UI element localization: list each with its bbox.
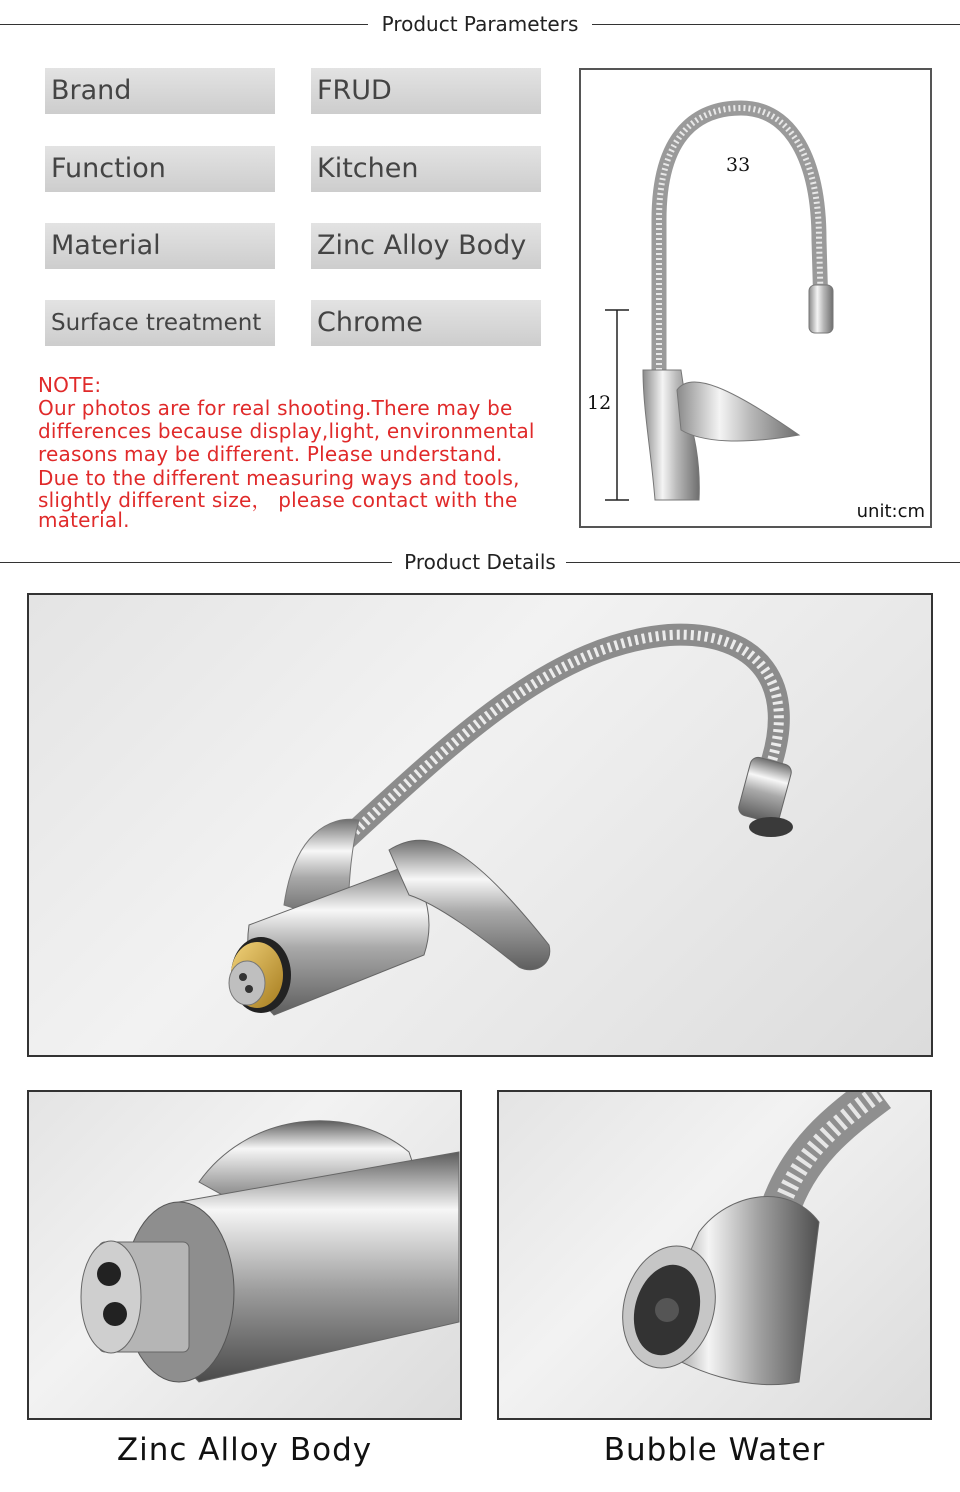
param-label-function: Function [45,146,275,192]
dimensions-diagram [579,68,932,528]
param-label-surface-treatment: Surface treatment [45,300,275,346]
param-label-brand: Brand [45,68,275,114]
note-line: Due to the different measuring ways and tools, [38,466,520,490]
note-line: Our photos are for real shooting.There may be [38,396,513,420]
unit-label: unit:cm [856,501,925,522]
header-divider-right [566,562,960,563]
aerator-nozzle [737,756,793,837]
details-section-header [0,550,960,574]
note-title: NOTE: [38,373,102,397]
details-section-title: Product Details [404,550,556,574]
parameters-section-header [0,12,960,36]
note-line: slightly different size， please contact with the [38,488,518,512]
faucet-illustration [29,595,931,1055]
hose [329,635,779,855]
param-value-function: Kitchen [311,146,541,192]
param-value-material: Zinc Alloy Body [311,223,541,269]
threaded-inlet [81,1241,189,1353]
zinc-body-closeup-illustration [29,1092,460,1418]
dimension-length-label: 33 [726,154,751,176]
spray-head [809,285,833,333]
brass-fitting [229,937,291,1013]
caption-zinc-alloy-body: Zinc Alloy Body [116,1432,373,1468]
dimension-height-label: 12 [587,392,612,414]
note-line: reasons may be different. Please understand. [38,442,503,466]
detail-photo-zinc-body [27,1090,462,1420]
header-divider-right [592,24,960,25]
note-line: differences because display,light, environmental [38,419,535,443]
note-line: material. [38,508,130,532]
faucet-dimension-drawing [581,70,930,526]
aerator-closeup-illustration [499,1092,930,1418]
disclaimer-note [38,374,573,530]
faucet-lever [677,382,799,441]
param-value-surface-treatment: Chrome [311,300,541,346]
parameters-section-title: Product Parameters [381,12,579,36]
caption-bubble-water: Bubble Water [603,1432,826,1468]
detail-photo-bubble-water [497,1090,932,1420]
param-label-material: Material [45,223,275,269]
product-photo-main [27,593,933,1057]
param-value-brand: FRUD [311,68,541,114]
